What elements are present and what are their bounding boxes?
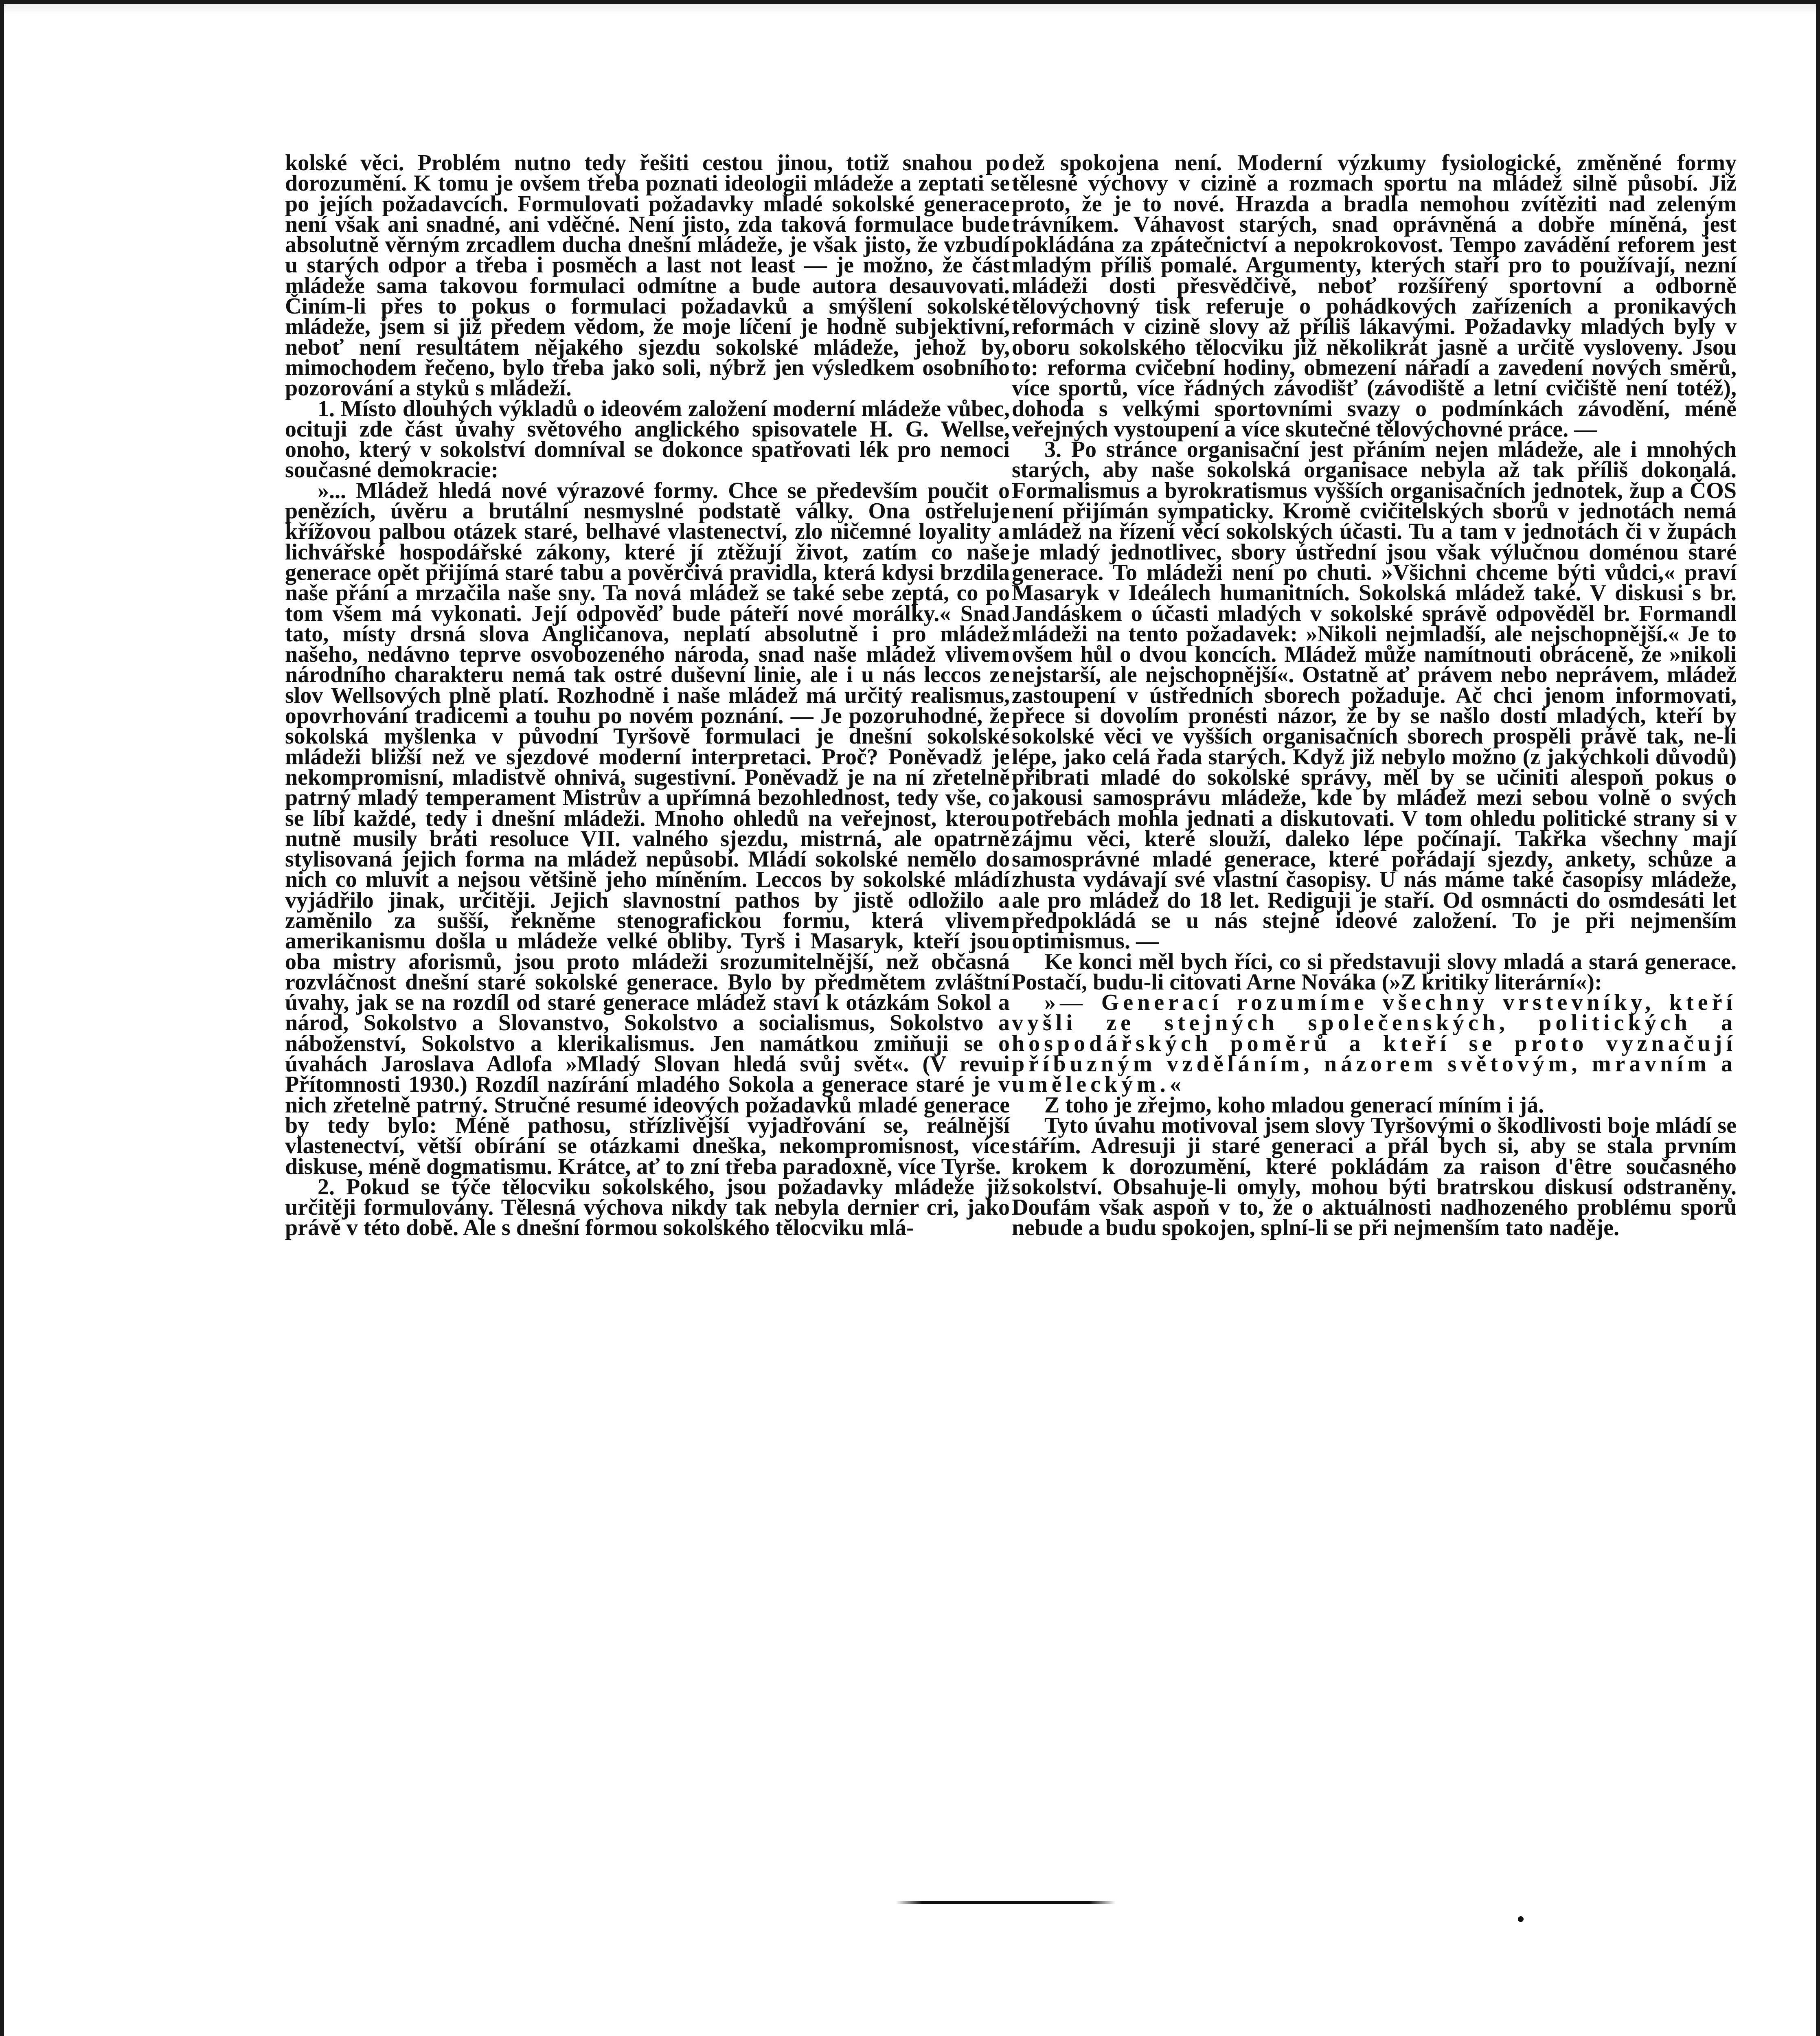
- right-column: [1012, 150, 1737, 1241]
- paragraph-section-1: 1. Místo dlouhých výkladů o ideovém založení moderní mládeže vůbec, ocituji zde část úvahy světového anglického spisovatele H. G. Wellse, onoho, který v sokolství domníval se dokonce spatřovati lék pro nemoci současné demokracie:: [285, 396, 1010, 483]
- paragraph-continuation-right: dež spokojena není. Moderní výzkumy fysiologické, změněné formy tělesné výchovy v cizině a rozmach sportu na mládež silně působí. Již proto, že je to nové. Hrazda a bradla nemohou zvítěziti nad zeleným trávníkem. Váhavost starých, snad oprávněná a dobře míněná, jest pokládána za zpátečnictví a nepokrokovost. Tempo zavádění reforem jest mladým příliš pomalé. Argumenty, kterých staří pro to používají, nezní mládeži dosti přesvědčivě, neboť rozšířený sportovní a odborně tělovýchovný tisk referuje o pohádkových zařízeních a pronikavých reformách v cizině slovy až příliš lákavými. Požadavky mladých byly v oboru sokolského tělocviku již několikrát jasně a určitě vysloveny. Jsou to: reforma cvičební hodiny, obmezení nářadí a zavedení nových směrů, více sportů, více řádných závodišť (závodiště a letní cvičiště není totéž), dohoda s velkými sportovními svazy o podmínkách závodění, méně veřejných vystoupení a více skutečné tělovýchovné práce. —: [1012, 150, 1737, 442]
- section-end-rule: [896, 1901, 1116, 1904]
- paragraph-wells-quote: »... Mládež hledá nové výrazové formy. Chce se především poučit o penězích, úvěru a brutální nesmyslné podstatě války. Ona ostřeluje křížovou palbou otázek staré, belhavé vlastenectví, zlo ničemné loyality a lichvářské hospodářské zákony, které jí ztěžují život, zatím co naše generace opět přijímá staré tabu a pověrčivá pravidla, která kdysi brzdila naše přání a mrzačila naše sny. Ta nová mládež se také sebe zeptá, co po tom všem má vykonati. Její odpověď bude páteří nové morálky.« Snad tato, místy drsná slova Angličanova, neplatí absolutně i pro mládež našeho, nedávno teprve osvobozeného národa, snad naše mládež vlivem národního charakteru nemá tak ostré duševní linie, ale i u nás leccos ze slov Wellsových plně platí. Rozhodně i naše mládež má určitý realismus, opovrhování tradicemi a touhu po novém poznání. — Je pozoruhodné, že sokolská myšlenka v původní Tyršově formulaci je dnešní sokolské mládeži bližší než ve sjezdové moderní interpretaci. Proč? Poněvadž je nekompromisní, mladistvě ohnivá, sugestivní. Poněvadž je na ní zřetelně patrný mladý temperament Mistrův a upřímná bezohlednost, tedy vše, co se líbí každé, tedy i dnešní mládeži. Mnoho ohledů na veřejnost, kterou nutně musily bráti resoluce VII. valného sjezdu, mistrná, ale opatrně stylisovaná jejich forma na mládež nepůsobí. Mládí sokolské nemělo do nich co mluvit a nejsou většině jeho míněním. Leccos by sokolské mládí vyjádřilo jinak, určitěji. Jejich slavnostní pathos by jistě odložilo a zaměnilo za sušší, řekněme stenografickou formu, která vlivem amerikanismu došla u mládeže velké obliby. Tyrš i Masaryk, kteří jsou oba mistry aforismů, jsou proto mládeži srozumitelnější, než občasná rozvláčnost dnešní staré sokolské generace. Bylo by předmětem zvláštní úvahy, jak se na rozdíl od staré generace mládež staví k otázkám Sokol a národ, Sokolstvo a Slovanstvo, Sokolstvo a socialismus, Sokolstvo a náboženství, Sokolstvo a klerikalismus. Jen namátkou zmiňuji se o úvahách Jaroslava Adlofa »Mladý Slovan hledá svůj svět«. (V revui Přítomnosti 1930.) Rozdíl nazírání mladého Sokola a generace staré je v nich zřetelně patrný. Stručné resumé ideových požadavků mladé generace by tedy bylo: Méně pathosu, střízlivější vyjadřování se, reálnější vlastenectví, větší obírání se otázkami dneška, nekompromisnost, více diskuse, méně dogmatismu. Krátce, ať to zní třeba paradoxně, více Tyrše.: [285, 478, 1010, 1179]
- novak-quote: »— Generací rozumíme všechny vrstevníky, kteří vyšli ze stejných společenských, politických a hospodářských poměrů a kteří se proto vyznačují příbuzným vzděláním, názorem světovým, mravním a uměleckým.«: [1012, 990, 1737, 1097]
- scan-top-shadow: [0, 0, 1820, 15]
- paragraph-continuation: kolské věci. Problém nutno tedy řešiti cestou jinou, totiž snahou po dorozumění. K tomu je ovšem třeba poznati ideologii mládeže a zeptati se po jejích požadavcích. Formulovati požadavky mladé sokolské generace není však ani snadné, ani vděčné. Není jisto, zda taková formulace bude absolutně věrným zrcadlem ducha dnešní mládeže, je však jisto, že vzbudí u starých odpor a třeba i posměch a last not least — je možno, že část mládeže sama takovou formulaci odmítne a bude autora desauvovati. Činím-li přes to pokus o formulaci požadavků a smýšlení sokolské mládeže, jsem si již předem vědom, že moje líčení je hodně subjektivní, neboť není resultátem nějakého sjezdu sokolské mládeže, jehož by, mimochodem řečeno, bylo třeba jako soli, nýbrž jen výsledkem osobního pozorování a styků s mládeží.: [285, 150, 1010, 401]
- paragraph-conclusion: Ke konci měl bych říci, co si představuji slovy mladá a stará generace. Postačí, budu-li citovati Arne Nováka (»Z kritiky literární«):: [1012, 949, 1737, 995]
- paragraph-closing: Tyto úvahu motivoval jsem slovy Tyršovými o škodlivosti boje mládí se stářím. Adresuji ji staré generaci a přál bych si, aby se stala prvním krokem k dorozumění, které pokládám za raison d'être současného sokolství. Obsahuje-li omyly, mohou býti bratrskou diskusí odstraněny. Doufám však aspoň v to, že o aktuálnosti nadhozeného problému sporů nebude a budu spokojen, splní-li se při nejmenším tato naděje.: [1012, 1112, 1737, 1241]
- print-speck: [1518, 1916, 1524, 1922]
- left-column: [285, 150, 1010, 1241]
- paragraph-clarification: Z toho je zřejmo, koho mladou generací míním i já.: [1044, 1092, 1544, 1118]
- paragraph-section-3: 3. Po stránce organisační jest přáním nejen mládeže, ale i mnohých starých, aby naše sokolská organisace nebyla až tak příliš dokonalá. Formalismus a byrokratismus vyšších organisačních jednotek, žup a ČOS není přijímán sympaticky. Kromě cvičitelských sborů v jednotách nemá mládež na řízení věcí sokolských účasti. Tu a tam v jednotách či v župách je mladý jednotlivec, sbory ústřední jsou však výlučnou doménou staré generace. To mládeži není po chuti. »Všichni chceme býti vůdci,« praví Masaryk v Ideálech humanitních. Sokolská mládež také. V diskusi s br. Jandáskem o účasti mladých v sokolské správě odpověděl br. Formandl mládeži na tento požadavek: »Nikoli nejmladší, ale nejschopnější.« Je to ovšem hůl o dvou koncích. Mládež může namítnouti obráceně, že »nikoli nejstarší, ale nejschopnější«. Ostatně ať právem nebo neprávem, mládež zastoupení v ústředních sborech požaduje. Ač chci jenom informovati, přece si dovolím pronésti názor, že by se našlo dosti mladých, kteří by sokolské věci ve vyšších organisačních sborech prospěli právě tak, ne-li lépe, jako celá řada starých. Když již nebylo možno (z jakýchkoli důvodů) přibrati mladé do sokolské správy, měl by se učiniti alespoň pokus o jakousi samosprávu mládeže, kde by mládež mezi sebou volně o svých potřebách mohla jednati a diskutovati. V tom ohledu politické strany si v zájmu věci, které slouží, daleko lépe počínají. Takřka všechny mají samosprávné mladé generace, které pořádají sjezdy, ankety, schůze a zhusta vydávají své vlastní časopisy. U nás máme také časopisy mládeže, ale pro mládež do 18 let. Rediguji je staří. Od osmnácti do osmdesáti let předpokládá se u nás stejné ideové založení. To je při nejmenším optimismus. —: [1012, 437, 1737, 954]
- paragraph-section-2: 2. Pokud se týče tělocviku sokolského, jsou požadavky mládeže již určitěji formulovány. Tělesná výchova nikdy tak nebyla dernier cri, jako právě v této době. Ale s dnešní formou sokolského tělocviku mlá-: [285, 1174, 1010, 1241]
